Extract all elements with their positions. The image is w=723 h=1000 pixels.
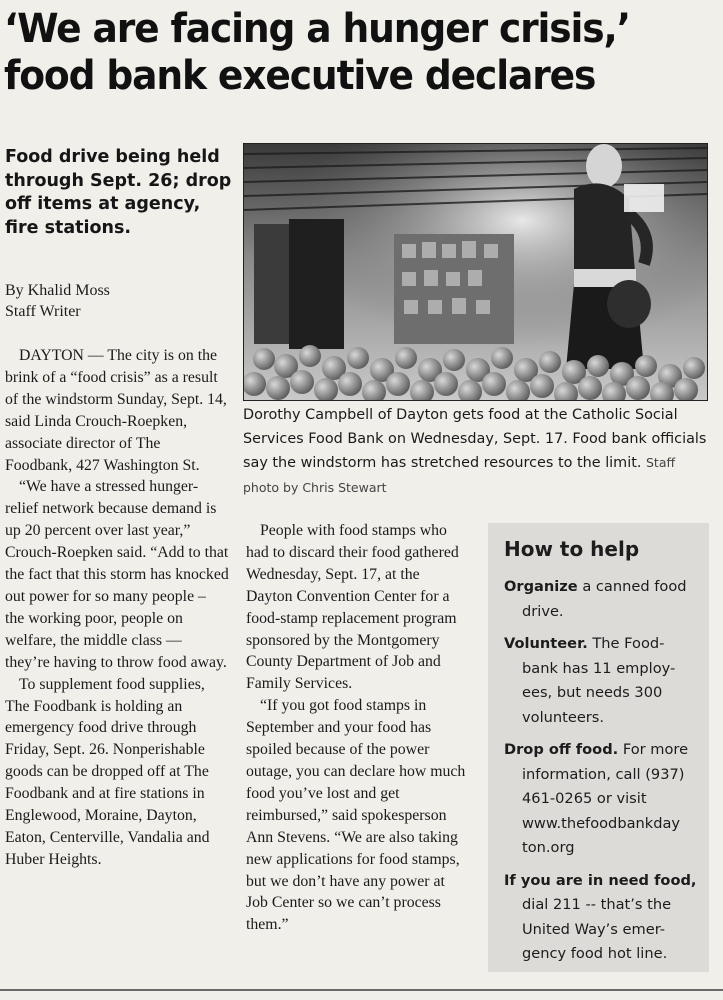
help-item-text: For more information, call (937) 461-0265 or visit www.thefoodbankday ton.org (522, 741, 689, 856)
help-item-lead: Drop off food. (504, 741, 619, 758)
help-item-text: a canned food drive. (522, 578, 687, 620)
help-item-lead: If you are in need food, (504, 871, 697, 889)
news-photo (243, 143, 708, 401)
help-item-lead: Organize (504, 578, 578, 595)
help-item-text: dial 211 -- that’s the United Way’s emer- gency food hot line. (522, 896, 672, 962)
bottom-rule (0, 989, 723, 991)
help-item-text: The Food- bank has 11 employ- ees, but needs 300 volunteers. (522, 635, 676, 726)
photo-caption (243, 404, 713, 500)
help-item-lead: Volunteer. (504, 635, 588, 652)
paragraph: People with food stamps who had to discard their food gathered Wednesday, Sept. 17, at the Dayton Convention Center for a food-stamp replacement program sponsored by the Montgomery County Department of Job and Family Services. (246, 522, 459, 693)
headline-line-1: ‘We are facing a hunger crisis,’ (4, 6, 630, 52)
byline-role: Staff Writer (5, 303, 81, 320)
article-column-1 (5, 345, 229, 871)
help-item-volunteer (504, 632, 704, 730)
paragraph: “If you got food stamps in September and your food has spoiled because of the power outage, you can declare how much food you’ve lost and get reimbursed,” said spokesperson Ann Stevens. “We are also taking new applications for food stamps, but we don’t have any power at Job Center so we can’t process them.” (246, 697, 466, 934)
byline (5, 280, 233, 322)
food-bank-photo-illustration (244, 144, 707, 400)
how-to-help-title: How to help (504, 537, 640, 561)
how-to-help-list (504, 575, 704, 975)
byline-author: By Khalid Moss (5, 282, 110, 299)
how-to-help-sidebar (488, 523, 709, 972)
caption-text: Dorothy Campbell of Dayton gets food at the Catholic Social Services Food Bank on Wednesday, Sept. 17. Food bank officials say the windstorm has stretched resources to the limit. (243, 407, 707, 471)
headline-line-2: food bank executive declares (4, 53, 596, 99)
help-item-in-need (504, 869, 704, 967)
paragraph: DAYTON — The city is on the brink of a “food crisis” as a result of the windstorm Sunday, Sept. 14, said Linda Crouch-Roepken, associate director of The Foodbank, 427 Washington St. (5, 347, 227, 474)
photo-credit: Staff photo by Chris Stewart (243, 455, 676, 495)
paragraph: To supplement food supplies, The Foodbank is holding an emergency food drive through Friday, Sept. 26. Nonperishable goods can be dropped off at The Foodbank and at fire stations in Englewood, Moraine, Dayton, Eaton, Centerville, Vandalia and Huber Heights. (5, 675, 210, 868)
article-column-2 (246, 520, 468, 936)
paragraph: “We have a stressed hunger-relief network because demand is up 20 percent over last year,” Crouch-Roepken said. “Add to that the fact that this storm has knocked out power for so many people – the working poor, people on welfare, the middle class — they’re having to throw food away. (5, 478, 229, 671)
help-item-organize (504, 575, 704, 624)
help-item-drop-off (504, 738, 704, 861)
deck-subheadline: Food drive being held through Sept. 26; drop off items at agency, fire stations. (5, 147, 232, 238)
headline (4, 6, 677, 100)
